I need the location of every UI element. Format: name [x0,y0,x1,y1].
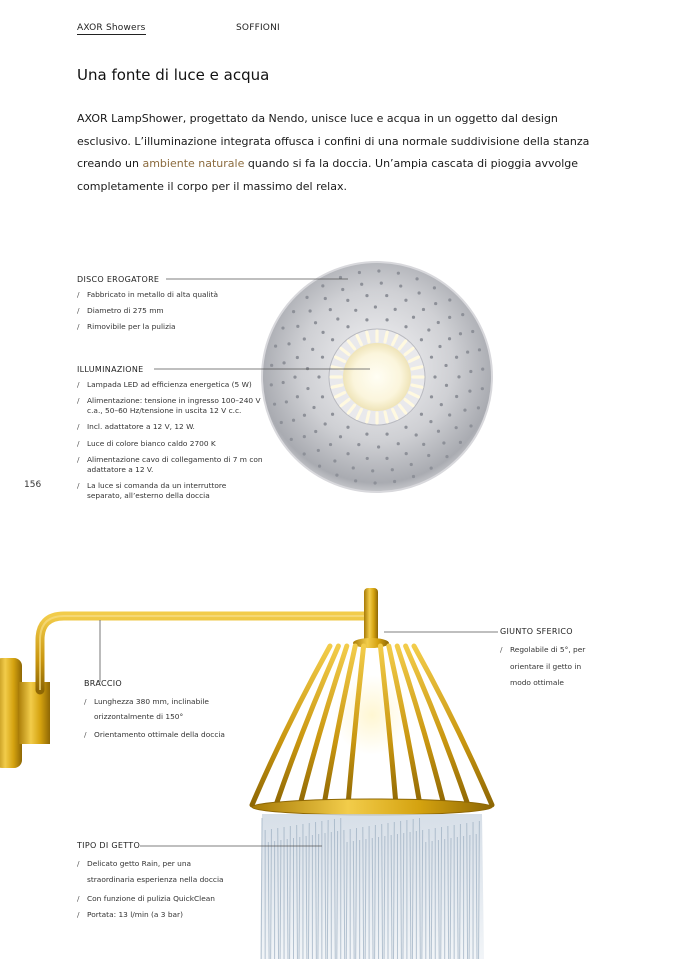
spec-heading-illuminazione: ILLUMINAZIONE [77,365,144,374]
spec-item: / Diametro di 275 mm [77,306,277,316]
page-number: 156 [24,480,42,490]
intro-highlight-link[interactable]: ambiente naturale [142,157,245,170]
spec-item: / Lampada LED ad efficienza energetica (5 W) [77,380,263,390]
spec-item: / Alimentazione cavo di collegamento di 7 m con adattatore a 12 V. [77,455,263,475]
shower-disc-illustration [262,262,492,492]
intro-text-start: AXOR LampShower, progettato da Nendo, unisce luce e acqua in un oggetto dal design esclusivo. L’illuminazione integrata offusca i confini di una normale suddivisione della stanza creando un [77,112,590,170]
water-spray-illustration [260,814,484,959]
spec-heading-giunto: GIUNTO SFERICO [500,627,573,636]
spec-illuminazione [77,364,263,507]
spec-item: / Portata: 13 l/min (a 3 bar) [77,910,227,920]
spec-heading-disco: DISCO EROGATORE [77,275,160,284]
spec-giunto [500,626,600,698]
spec-item: / Lunghezza 380 mm, inclinabile orizzontalmente di 150° [84,694,234,724]
brand-link[interactable]: AXOR Showers [77,23,146,33]
spec-disco [77,274,277,339]
lamp-cage-illustration [252,638,492,815]
spec-item: / Con funzione di pulizia QuickClean [77,894,227,904]
spec-item: / Regolabile di 5°, per orientare il getto in modo ottimale [500,642,600,692]
spec-braccio [84,678,234,746]
spec-item: / Rimovibile per la pulizia [77,322,277,332]
spec-heading-getto: TIPO DI GETTO [77,841,141,850]
spec-list-getto [77,856,227,920]
page-title: Una fonte di luce e acqua [77,66,270,84]
spec-item: / Delicato getto Rain, per una straordinaria esperienza nella doccia [77,856,227,888]
spec-list-braccio [84,694,234,740]
spec-heading-braccio: BRACCIO [84,679,122,688]
spec-item: / Alimentazione: tensione in ingresso 100–240 V c.a., 50–60 Hz/tensione in uscita 12 V c.c. [77,396,263,416]
spec-item: / La luce si comanda da un interruttore separato, all’esterno della doccia [77,481,263,501]
spec-item: / Fabbricato in metallo di alta qualità [77,290,277,300]
spec-item: / Incl. adattatore a 12 V, 12 W. [77,422,263,432]
spec-list-illuminazione [77,380,263,501]
spec-item: / Orientamento ottimale della doccia [84,730,234,740]
spec-getto [77,840,227,927]
spec-item: / Luce di colore bianco caldo 2700 K [77,439,263,449]
intro-text-end: quando si fa la doccia. Un’ampia cascata di pioggia avvolge completamente il corpo per il massimo del relax. [77,157,579,193]
section-label: SOFFIONI [236,23,280,33]
spec-list-disco [77,290,277,332]
spec-list-giunto [500,642,600,692]
